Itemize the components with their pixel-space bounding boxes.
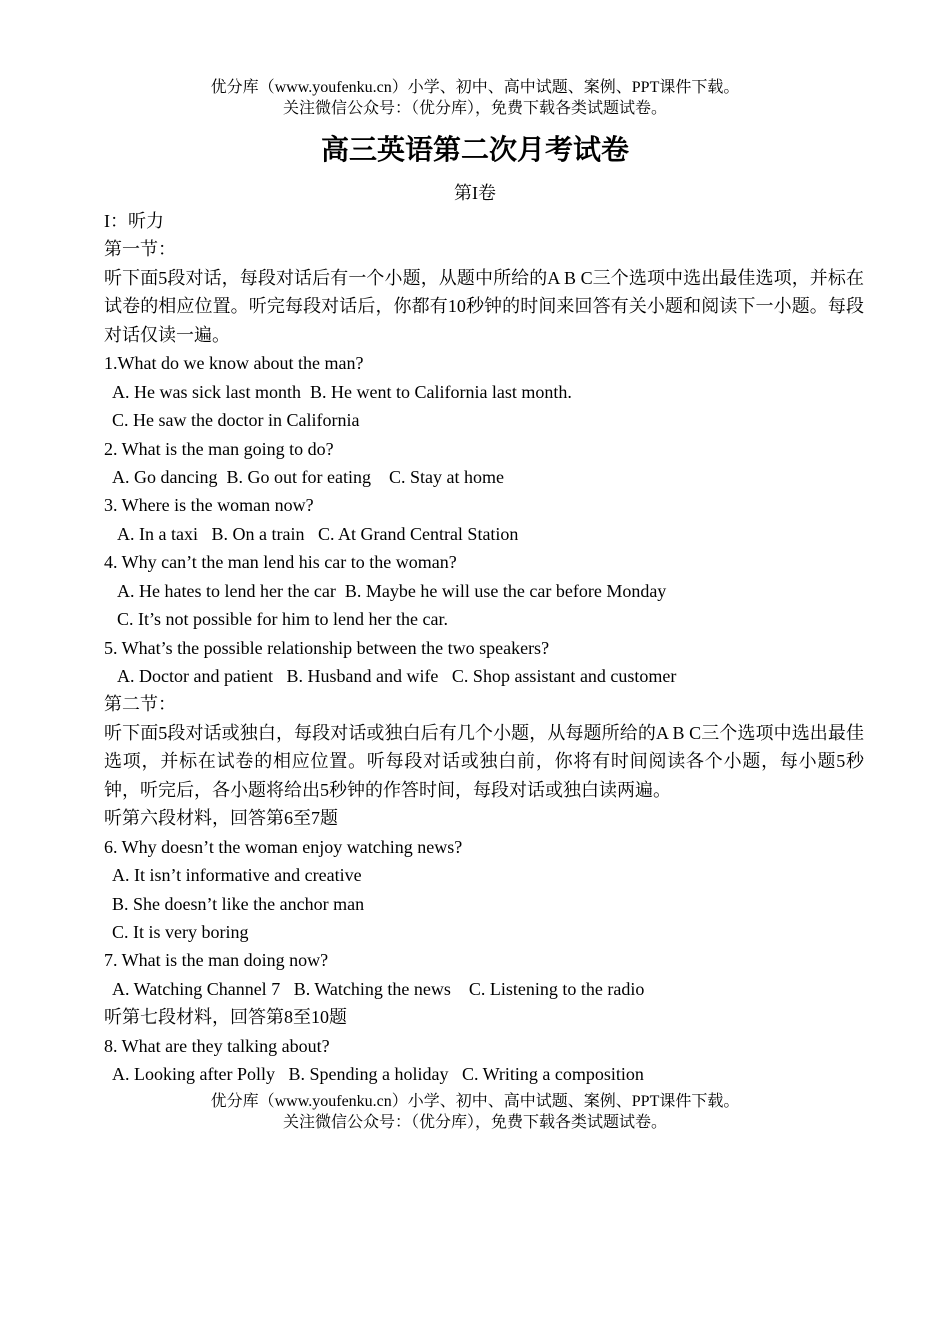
material-6-note: 听第六段材料，回答第6至7题 [104, 808, 338, 829]
question-1: 1.What do we know about the man? [104, 353, 364, 374]
section1-instructions: 听下面5段对话，每段对话后有一个小题，从题中所给的A B C三个选项中选出最佳选项，并标在试卷的相应位置。听完每段对话后，你都有10秒钟的时间来回答有关小题和阅读下一小题。每段对话仅读一遍。 [104, 267, 864, 345]
question-3-options: A. In a taxi B. On a train C. At Grand Central Station [117, 523, 519, 544]
section2-instructions: 听下面5段对话或独白，每段对话或独白后有几个小题，从每题所给的A B C三个选项中选出最佳选项，并标在试卷的相应位置。听每段对话或独白前，你将有时间阅读各个小题，每小题5秒钟，听完后，各小题将给出5秒钟的作答时间，每段对话或独白读两遍。 [104, 722, 864, 800]
page-header [0, 77, 950, 119]
question-7-options: A. Watching Channel 7 B. Watching the news C. Listening to the radio [112, 978, 645, 999]
page-footer [0, 1091, 950, 1133]
material-7-note: 听第七段材料，回答第8至10题 [104, 1007, 347, 1028]
question-5: 5. What’s the possible relationship between the two speakers? [104, 637, 550, 658]
header-line-1: 优分库（www.youfenku.cn）小学、初中、高中试题、案例、PPT课件下载。 [210, 79, 740, 96]
footer-line-1: 优分库（www.youfenku.cn）小学、初中、高中试题、案例、PPT课件下载。 [210, 1093, 740, 1110]
question-4: 4. Why can’t the man lend his car to the woman? [104, 552, 457, 573]
question-6: 6. Why doesn’t the woman enjoy watching news? [104, 836, 463, 857]
question-8-options: A. Looking after Polly B. Spending a holiday C. Writing a composition [112, 1064, 644, 1085]
header-line-2: 关注微信公众号：（优分库），免费下载各类试题试卷。 [282, 100, 667, 117]
section1-heading: 第一节： [104, 239, 176, 260]
exam-body [104, 207, 864, 1089]
question-4-options: A. He hates to lend her the car B. Maybe he will use the car before Monday [117, 580, 667, 601]
question-6-option-b: B. She doesn’t like the anchor man [112, 893, 365, 914]
question-8: 8. What are they talking about? [104, 1035, 330, 1056]
volume-label: 第I卷 [454, 183, 496, 203]
question-7: 7. What is the man doing now? [104, 950, 329, 971]
question-6-option-a: A. It isn’t informative and creative [112, 865, 362, 886]
part-heading: I：听力 [104, 211, 164, 231]
question-1-options: A. He was sick last month B. He went to California last month. [112, 381, 572, 402]
question-5-options: A. Doctor and patient B. Husband and wife C. Shop assistant and customer [117, 666, 677, 687]
page-title: 高三英语第二次月考试卷 [320, 135, 629, 166]
question-2: 2. What is the man going to do? [104, 438, 334, 459]
question-4-options-cont: C. It’s not possible for him to lend her the car. [117, 609, 448, 630]
question-6-option-c: C. It is very boring [112, 922, 249, 943]
question-1-options-cont: C. He saw the doctor in California [112, 410, 360, 431]
section2-heading: 第二节： [104, 694, 176, 715]
question-3: 3. Where is the woman now? [104, 495, 314, 516]
footer-line-2: 关注微信公众号：（优分库），免费下载各类试题试卷。 [282, 1114, 667, 1131]
question-2-options: A. Go dancing B. Go out for eating C. Stay at home [112, 466, 504, 487]
